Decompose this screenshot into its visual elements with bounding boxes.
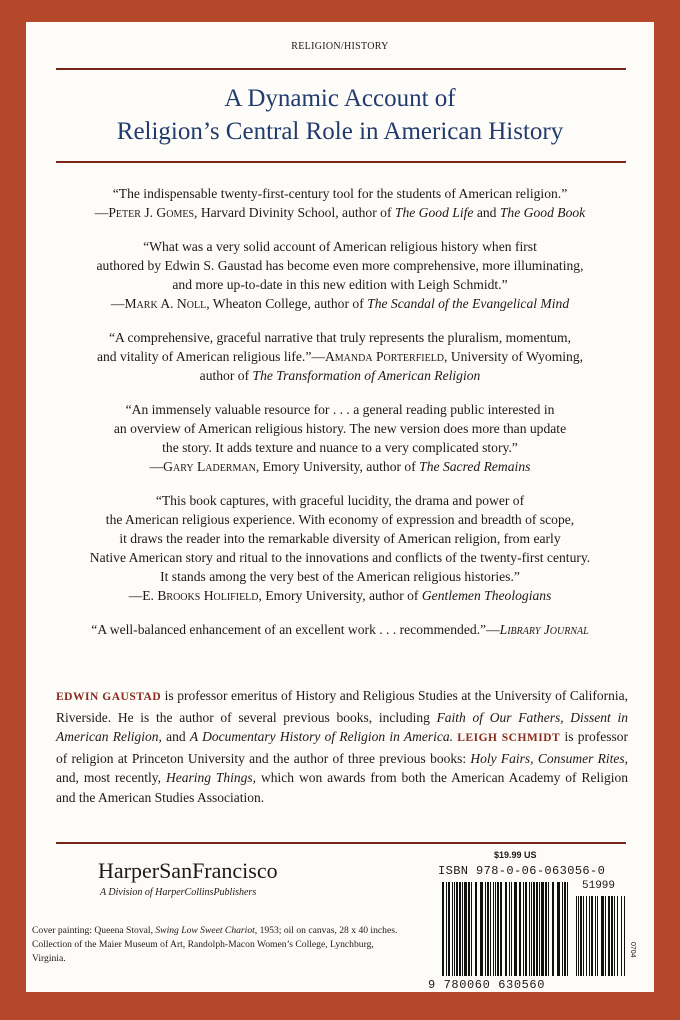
barcode-bar xyxy=(617,896,618,976)
barcode-bar xyxy=(456,882,458,976)
barcode-bar xyxy=(567,882,568,976)
barcode-bar xyxy=(539,882,540,976)
headline-line-2: Religion’s Central Role in American History xyxy=(116,118,564,145)
barcode-bar xyxy=(446,882,447,976)
barcode-bar xyxy=(497,882,499,976)
barcode xyxy=(424,850,636,990)
price-label: $19.99 US xyxy=(494,850,537,860)
barcode-bar xyxy=(442,882,444,976)
publisher-name: HarperSanFrancisco xyxy=(98,858,278,883)
barcode-bar xyxy=(611,896,613,976)
author-bio: EDWIN GAUSTAD is professor emeritus of History and Religious Studies at the University of California, Riverside. He is the author of several previous books, including Faith of Our Fathers, Dissent in American Religion, and A Documentary History of Religion in America. LEIGH SCHMIDT is professor of religion at Princeton University and the author of three previous books: Holy Fairs, Consumer Rites, and, most recently, Hearing Things, which won awards from both the American Academy of Religion and the American Studies Association. xyxy=(56,688,629,805)
barcode-bar xyxy=(519,882,521,976)
barcode-bar xyxy=(608,896,610,976)
barcode-bar xyxy=(595,896,596,976)
addon-number: 51999 xyxy=(582,880,616,892)
barcode-bar xyxy=(621,896,622,976)
barcode-bar xyxy=(605,896,606,976)
barcode-bar xyxy=(586,896,587,976)
barcode-bar xyxy=(475,882,477,976)
barcode-bar xyxy=(500,882,502,976)
barcode-bar xyxy=(485,882,486,976)
barcode-bar xyxy=(536,882,538,976)
barcode-bar xyxy=(514,882,517,976)
print-code: 0704 xyxy=(629,942,636,958)
barcode-bar xyxy=(493,882,494,976)
barcode-bar xyxy=(583,896,584,976)
quote-library-journal: “A well-balanced enhancement of an excellent work . . . recommended.”—Library Journal xyxy=(91,622,589,637)
author-name-schmidt: LEIGH SCHMIDT xyxy=(457,732,561,745)
barcode-bar xyxy=(523,882,524,976)
category-label: RELIGION/HISTORY xyxy=(291,41,389,52)
barcode-bar xyxy=(576,896,577,976)
back-cover xyxy=(26,22,654,992)
barcode-bar xyxy=(468,882,470,976)
barcode-bar xyxy=(580,896,582,976)
barcode-bar xyxy=(452,882,453,976)
publisher-division: A Division of HarperCollinsPublishers xyxy=(100,887,257,898)
barcode-bar xyxy=(505,882,507,976)
barcode-bar xyxy=(545,882,547,976)
barcode-bar xyxy=(557,882,560,976)
barcode-bar xyxy=(614,896,615,976)
barcode-bar xyxy=(454,882,455,976)
quote-gomes: “The indispensable twenty-first-century tool for the students of American religion.” —Peter J. Gomes, Harvard Divinity School, author of The Good Life and The Good Book xyxy=(94,186,586,220)
quote-porterfield: “A comprehensive, graceful narrative that truly represents the pluralism, momentum, and vitality of American religious life.”—Amanda Porterfield, University of Wyoming, author of The Transformation of American Religion xyxy=(96,330,584,383)
headline-line-1: A Dynamic Account of xyxy=(224,85,456,112)
barcode-bar xyxy=(531,882,532,976)
endorser-name: Gary Laderman xyxy=(163,459,256,474)
isbn-text: ISBN 978-0-06-063056-0 xyxy=(438,864,606,878)
ean-number: 9 780060 630560 xyxy=(428,978,546,992)
barcode-bar xyxy=(601,896,604,976)
barcode-bar xyxy=(548,882,549,976)
ean-barcode-bars xyxy=(442,882,570,978)
barcode-bar xyxy=(487,882,489,976)
endorsements xyxy=(44,184,636,654)
barcode-bar xyxy=(462,882,463,976)
barcode-bar xyxy=(471,882,472,976)
barcode-bar xyxy=(624,896,625,976)
barcode-bar xyxy=(448,882,450,976)
endorser-name: Library Journal xyxy=(499,622,589,637)
barcode-bar xyxy=(591,896,593,976)
bottom-rule xyxy=(56,842,626,844)
barcode-bar xyxy=(459,882,461,976)
quote-holifield: “This book captures, with graceful lucidity, the drama and power of the American religious experience. With economy of expression and breadth of scope, it draws the reader into the remarkable diversity of American religion, from early Native American story and ritual to the innovations and conflicts of the twenty-first century. It stands among the very best of the American religious histories.” —E. Brooks Holifield, Emory University, author of Gentlemen Theologians xyxy=(89,493,591,603)
barcode-bar xyxy=(511,882,512,976)
barcode-bar xyxy=(509,882,510,976)
barcode-bar xyxy=(578,896,579,976)
endorser-name: Peter J. Gomes xyxy=(108,205,195,220)
barcode-bar xyxy=(552,882,554,976)
barcode-bar xyxy=(480,882,483,976)
headline-rule xyxy=(56,161,626,163)
addon-barcode-bars xyxy=(576,882,626,978)
top-rule xyxy=(56,68,626,70)
quote-noll: “What was a very solid account of American religious history when first authored by Edwin S. Gaustad has become even more comprehensive, more illuminating, and more up-to-date in this new edition with Leigh Schmidt.” —Mark A. Noll, Wheaton College, author of The Scandal of the Evangelical Mind xyxy=(96,239,584,311)
barcode-bar xyxy=(525,882,527,976)
endorser-name: Amanda Porterfield xyxy=(324,349,445,364)
barcode-bar xyxy=(495,882,496,976)
cover-credit: Cover painting: Queena Stoval, Swing Low Sweet Chariot, 1953; oil on canvas, 28 x 40 inches. Collection of the Maier Museum of Art, Randolph-Macon Women’s College, Lynchburg, Virginia. xyxy=(32,925,398,964)
barcode-bar xyxy=(597,896,598,976)
barcode-bar xyxy=(490,882,491,976)
endorser-name: Mark A. Noll xyxy=(124,296,207,311)
barcode-bar xyxy=(529,882,530,976)
barcode-bar xyxy=(533,882,535,976)
barcode-bar xyxy=(589,896,590,976)
barcode-bar xyxy=(541,882,544,976)
barcode-bar xyxy=(564,882,566,976)
endorser-name: E. Brooks Holifield xyxy=(142,588,259,603)
quote-laderman: “An immensely valuable resource for . . . a general reading public interested in an overview of American religious history. The new version does more than update the story. It adds texture and nuance to a very complicated story.” —Gary Laderman, Emory University, author of The Sacred Remains xyxy=(113,402,567,474)
barcode-bar xyxy=(562,882,563,976)
barcode-bar xyxy=(464,882,467,976)
author-name-gaustad: EDWIN GAUSTAD xyxy=(56,691,162,703)
headline xyxy=(26,82,654,148)
